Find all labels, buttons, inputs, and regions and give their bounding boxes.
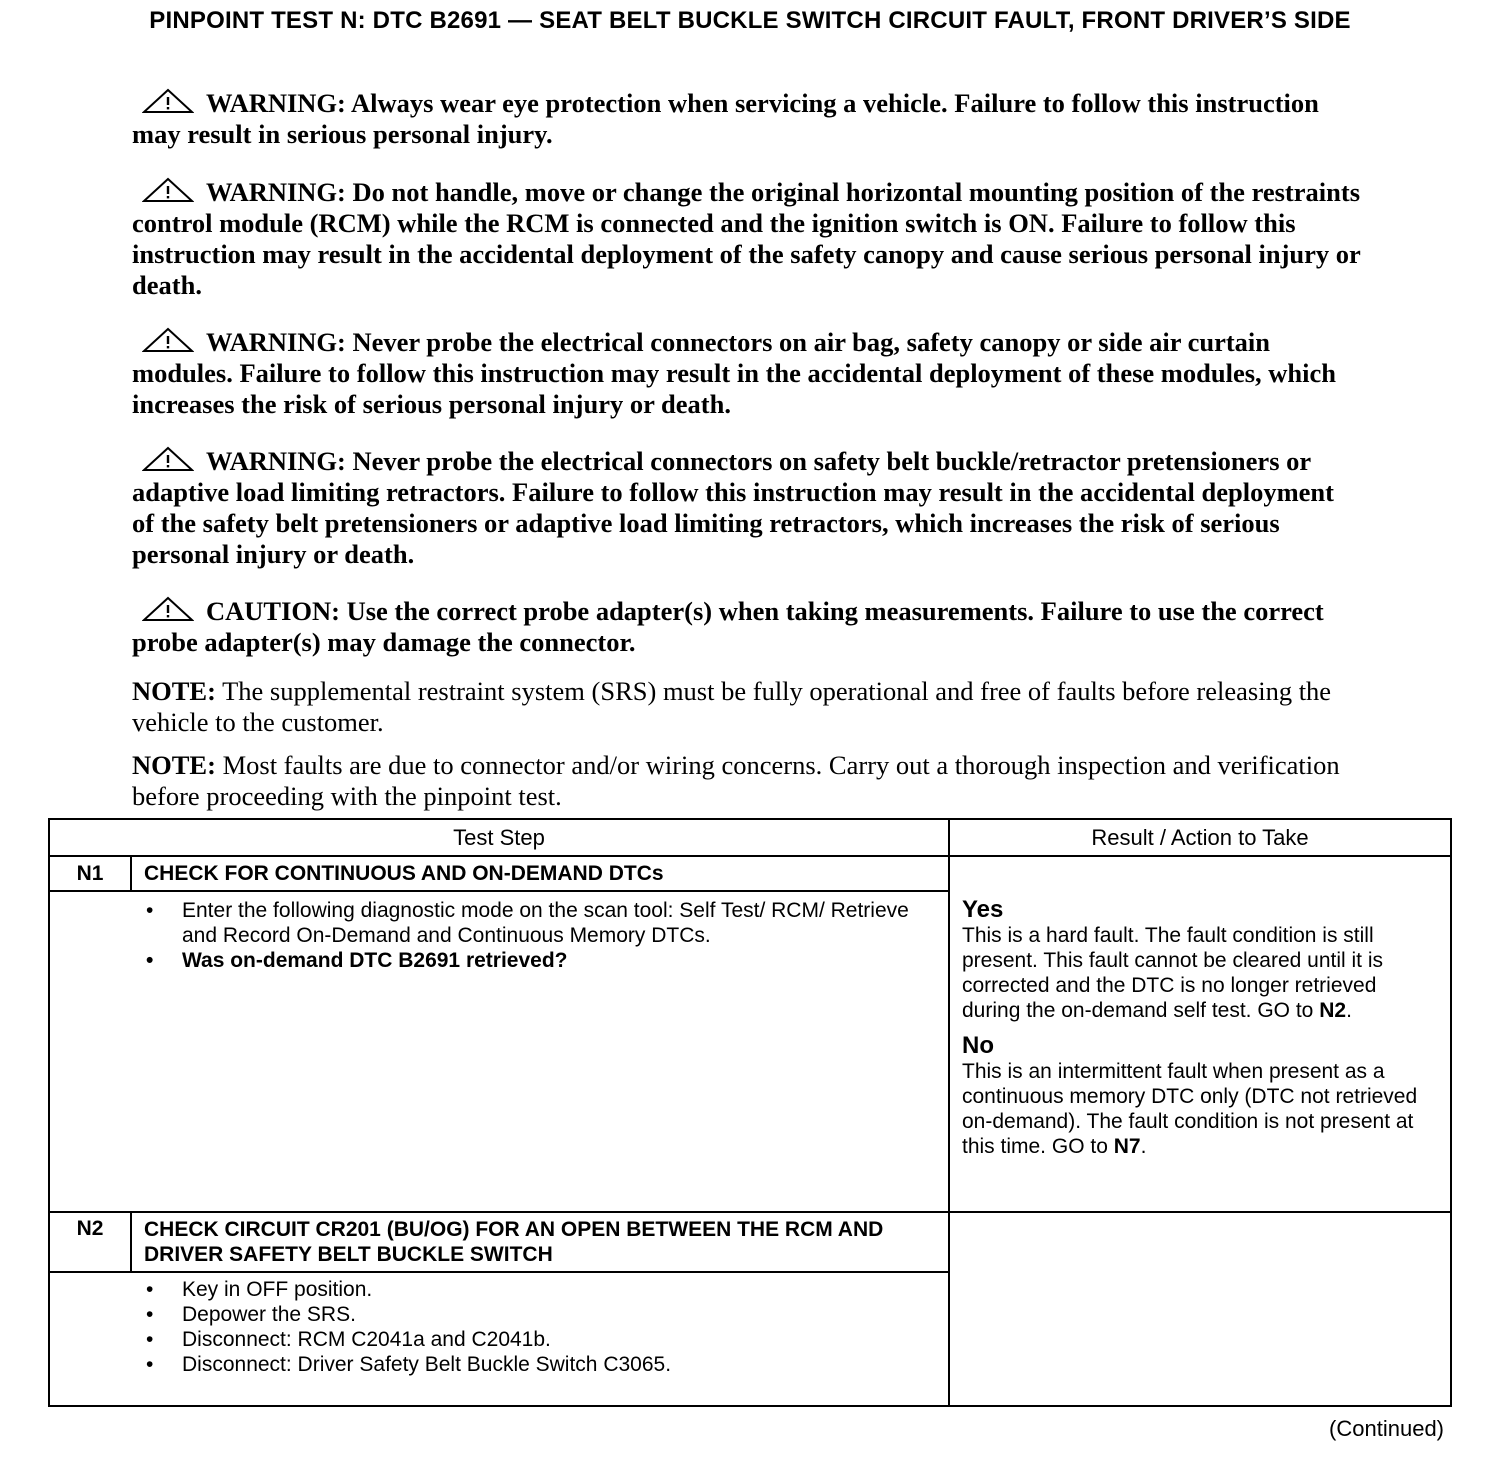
no-text: This is an intermittent fault when present as a continuous memory DTC only (DTC not retrieved on-demand). The fault condition is not present at this time. GO to N7. (962, 1060, 1418, 1158)
warning-block-4 (132, 446, 1362, 570)
caution-block (132, 596, 1362, 658)
warning-triangle-icon (142, 327, 194, 353)
caution-text: CAUTION: Use the correct probe adapter(s) when taking measurements. Failure to use the correct probe adapter(s) may damage the connector. (132, 596, 1324, 657)
step-body-n2 (49, 1272, 949, 1406)
test-step-header: Test Step (49, 819, 949, 856)
warning-triangle-icon (142, 446, 194, 472)
warning-triangle-icon (142, 88, 194, 114)
yes-text: This is a hard fault. The fault condition is still present. This fault cannot be cleared until it is corrected and the DTC is no longer retrieved during the on-demand self test. GO to N2. (962, 924, 1384, 1022)
step-title-n1: CHECK FOR CONTINUOUS AND ON-DEMAND DTCs (131, 856, 949, 891)
continued-label: (Continued) (1329, 1416, 1444, 1441)
result-header: Result / Action to Take (949, 819, 1451, 856)
step-bullet: • Disconnect: RCM C2041a and C2041b. (50, 1327, 948, 1352)
warning-triangle-icon (142, 177, 194, 203)
step-bullet: • Enter the following diagnostic mode on the scan tool: Self Test/ RCM/ Retrieve and Record On-Demand and Continuous Memory DTCs. (50, 898, 948, 948)
warning-text: WARNING: Never probe the electrical connectors on air bag, safety canopy or side air curtain modules. Failure to follow this instruction may result in the accidental deployment of these modules, which increases the risk of serious personal injury or death. (132, 327, 1337, 419)
page-title: PINPOINT TEST N: DTC B2691 — SEAT BELT BUCKLE SWITCH CIRCUIT FAULT, FRONT DRIVER’S SIDE (149, 7, 1351, 34)
warning-text: WARNING: Do not handle, move or change the original horizontal mounting position of the restraints control module (RCM) while the RCM is connected and the ignition switch is ON. Failure to follow this instruction may result in the accidental deployment of the safety canopy and cause serious personal injury or death. (132, 177, 1361, 300)
warning-text: WARNING: Never probe the electrical connectors on safety belt buckle/retractor pretensioners or adaptive load limiting retractors. Failure to follow this instruction may result in the accidental deployment of the safety belt pretensioners or adaptive load limiting retractors, which increases the risk of serious personal injury or death. (132, 446, 1334, 569)
step-bullet: • Key in OFF position. (50, 1277, 948, 1302)
warning-block-2 (132, 177, 1362, 301)
goto-n2-link[interactable]: N2 (1319, 999, 1347, 1022)
note-text: Most faults are due to connector and/or wiring concerns. Carry out a thorough inspection and verification before proceeding with the pinpoint test. (132, 750, 1340, 811)
note-label: NOTE: (132, 676, 216, 706)
step-bullet: • Disconnect: Driver Safety Belt Buckle Switch C3065. (50, 1352, 948, 1377)
no-label: No (962, 1032, 994, 1059)
step-question: • Was on-demand DTC B2691 retrieved? (50, 948, 948, 973)
warning-block-3 (132, 327, 1362, 420)
warning-block-1 (132, 88, 1362, 150)
warning-triangle-icon (142, 596, 194, 622)
step-body-n1 (49, 891, 949, 1212)
warning-text: WARNING: Always wear eye protection when servicing a vehicle. Failure to follow this instruction may result in serious personal injury. (132, 88, 1319, 149)
result-n1 (949, 856, 1451, 1212)
note-text: The supplemental restraint system (SRS) must be fully operational and free of faults before releasing the vehicle to the customer. (132, 676, 1332, 737)
goto-n7-link[interactable]: N7 (1113, 1135, 1141, 1158)
yes-label: Yes (962, 896, 1004, 923)
result-n2 (949, 1212, 1451, 1406)
note-label: NOTE: (132, 750, 216, 780)
note-2 (132, 750, 1362, 812)
step-id-n2: N2 (49, 1212, 131, 1272)
note-1 (132, 676, 1362, 738)
step-title-n2: CHECK CIRCUIT CR201 (BU/OG) FOR AN OPEN BETWEEN THE RCM AND DRIVER SAFETY BELT BUCKLE SWITCH (131, 1212, 949, 1272)
step-id-n1: N1 (49, 856, 131, 891)
pinpoint-test-table (48, 818, 1452, 1407)
step-bullet: • Depower the SRS. (50, 1302, 948, 1327)
